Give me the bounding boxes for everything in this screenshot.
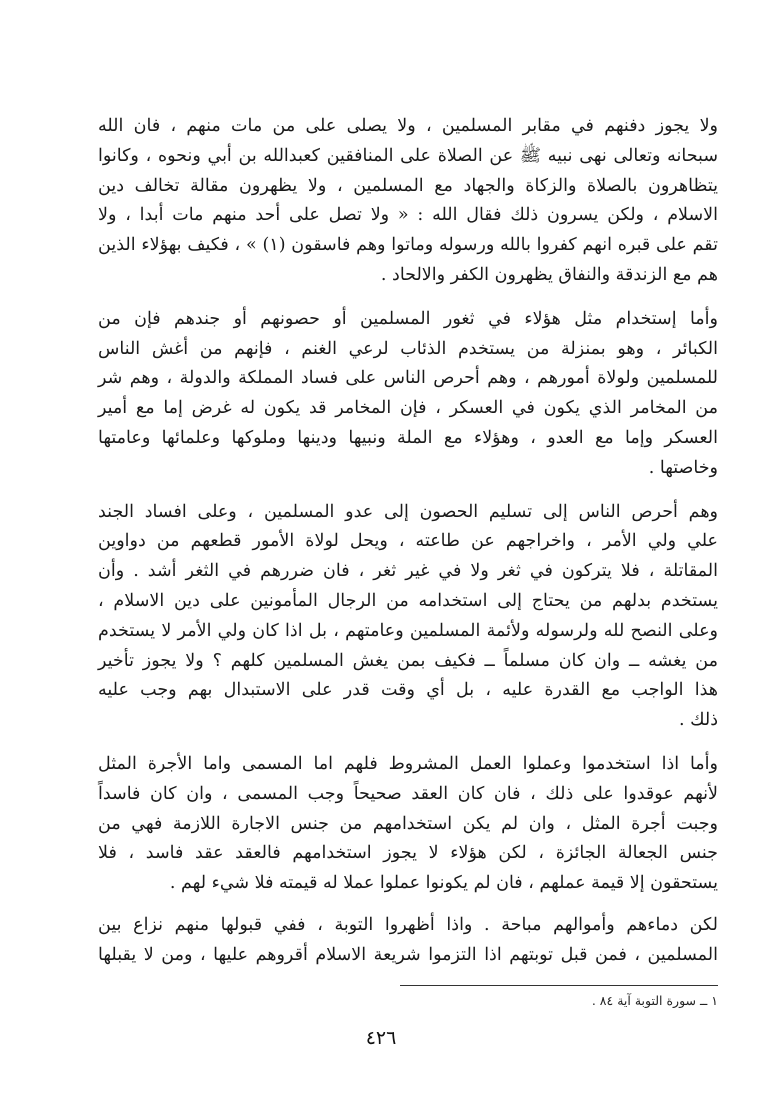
text-line: سبحانه وتعالى نهى نبيه ﷺ عن الصلاة على المنافقين كعبدالله بن أبي ونحوه ، وكانوا xyxy=(98,145,718,166)
text-line: وجبت أجرة المثل ، وان لم يكن استخدامهم من جنس الاجارة اللازمة فهي من xyxy=(98,813,718,834)
text-line: من يغشه ــ وان كان مسلماً ــ فكيف بمن يغش المسلمين كلهم ؟ ولا يجوز تأخير xyxy=(98,650,718,671)
text-line: علي ولي الأمر ، واخراجهم عن طاعته ، ويحل لولاة الأمور قطعهم من دواوين xyxy=(98,531,718,552)
text-line: ذلك . xyxy=(679,710,718,731)
paragraph-3 xyxy=(98,498,718,736)
text-line: ولا يجوز دفنهم في مقابر المسلمين ، ولا يصلى على من مات منهم ، فان الله xyxy=(98,116,718,136)
text-line: وأما اذا استخدموا وعملوا العمل المشروط فلهم اما المسمى واما الأجرة المثل xyxy=(98,753,718,774)
text-line: جنس الجعالة الجائزة ، لكن هؤلاء لا يجوز استخدامهم فالعقد عقد فاسد ، فلا xyxy=(98,843,718,864)
text-line: وهم أحرص الناس إلى تسليم الحصون إلى عدو المسلمين ، وعلى افساد الجند xyxy=(98,501,718,522)
text-line: الاسلام ، ولكن يسرون ذلك فقال الله : « ولا تصل على أحد منهم مات أبدا ، ولا xyxy=(98,205,718,226)
text-line: العسكر وإما مع العدو ، وهؤلاء مع الملة ونبيها ودينها وملوكها وعلمائها وعامتها xyxy=(98,427,718,448)
text-line: المقاتلة ، فلا يتركون في ثغر ولا في غير ثغر ، فان ضررهم في الثغر أشد . وأن xyxy=(98,561,718,582)
text-line: للمسلمين ولولاة أمورهم ، وهم أحرص الناس على فساد المملكة والدولة ، وهم شر xyxy=(98,368,718,389)
footnote: ١ ــ سورة التوبة آية ٨٤ . xyxy=(591,993,718,1008)
text-line: الكبائر ، وهو بمنزلة من يستخدم الذئاب لرعي الغنم ، فإنهم من أغش الناس xyxy=(98,338,718,359)
text-line: لكن دماءهم وأموالهم مباحة . واذا أظهروا التوبة ، ففي قبولها منهم نزاع بين xyxy=(98,914,718,935)
text-line: هم مع الزندقة والنفاق يظهرون الكفر والالحاد . xyxy=(380,264,718,285)
text-line: هذا الواجب مع القدرة عليه ، بل أي وقت قدر على الاستبدال بهم وجب عليه xyxy=(98,680,718,701)
page-number: ٤٢٦ xyxy=(365,1027,397,1049)
text-line: وأما إستخدام مثل هؤلاء في ثغور المسلمين أو حصونهم أو جندهم فإن من xyxy=(98,308,718,329)
paragraph-5 xyxy=(98,911,718,971)
text-line: تقم على قبره انهم كفروا بالله ورسوله وماتوا وهم فاسقون (١) » ، فكيف بهؤلاء الذين xyxy=(98,235,718,256)
text-line: لأنهم عوقدوا على ذلك ، فان كان العقد صحيحاً وجب المسمى ، وان كان فاسداً xyxy=(98,783,718,804)
text-line: وخاصتها . xyxy=(648,457,718,478)
paragraph-4 xyxy=(98,750,718,899)
text-line: المسلمين ، فمن قبل توبتهم اذا التزموا شريعة الاسلام أقروهم عليها ، ومن لا يقبلها xyxy=(98,944,718,965)
paragraph-1 xyxy=(98,112,718,291)
text-line: يستحقون إلا قيمة عملهم ، فان لم يكونوا عملوا عملا له قيمته فلا شيء لهم . xyxy=(169,873,718,894)
text-line: من المخامر الذي يكون في العسكر ، فإن المخامر قد يكون له غرض إما مع أمير xyxy=(98,398,718,419)
page-body xyxy=(98,112,718,971)
text-line: يتظاهرون بالصلاة والزكاة والجهاد مع المسلمين ، ولا يظهرون مقالة تخالف دين xyxy=(98,175,718,196)
paragraph-2 xyxy=(98,305,718,484)
text-line: وعلى النصح لله ولرسوله ولأئمة المسلمين وعامتهم ، بل اذا كان ولي الأمر لا يستخدم xyxy=(98,620,718,641)
text-line: يستخدم بدلهم من يحتاج إلى استخدامه من الرجال المأمونين على دين الاسلام ، xyxy=(98,590,718,611)
footnote-divider xyxy=(400,985,718,986)
